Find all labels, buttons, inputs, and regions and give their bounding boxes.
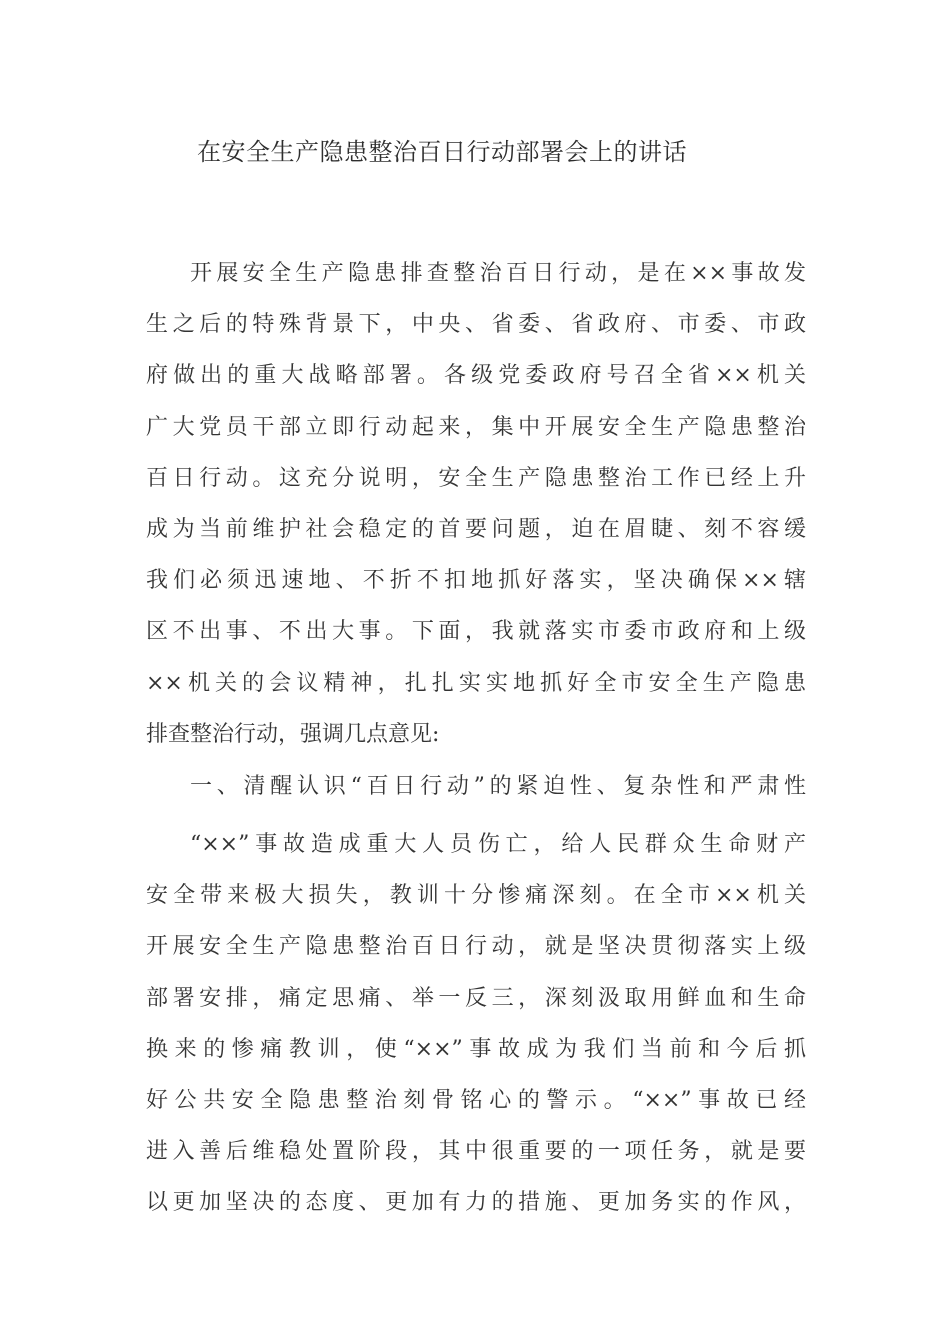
paragraph-2 — [146, 819, 806, 1229]
text-line: 成为当前维护社会稳定的首要问题，迫在眉睫、刻不容缓 — [146, 516, 806, 542]
text-line: 百日行动。这充分说明，安全生产隐患整治工作已经上升 — [146, 465, 806, 491]
text-line: 开展安全生产隐患整治百日行动，就是坚决贯彻落实上级 — [146, 934, 806, 960]
text-line: 安全带来极大损失，教训十分惨痛深刻。在全市××机关 — [146, 883, 806, 909]
text-line: 府做出的重大战略部署。各级党委政府号召全省××机关 — [146, 363, 806, 389]
text-line: 以更加坚决的态度、更加有力的措施、更加务实的作风， — [146, 1190, 806, 1216]
text-line: ××机关的会议精神，扎扎实实地抓好全市安全生产隐患 — [146, 670, 806, 696]
text-line: “××”事故造成重大人员伤亡，给人民群众生命财产 — [190, 832, 806, 857]
text-line: 换来的惨痛教训，使“××”事故成为我们当前和今后抓 — [146, 1036, 806, 1062]
text-line: 区不出事、不出大事。下面，我就落实市委市政府和上级 — [146, 619, 806, 645]
text-line: 生之后的特殊背景下，中央、省委、省政府、市委、市政 — [146, 312, 806, 338]
text-line: 广大党员干部立即行动起来，集中开展安全生产隐患整治 — [146, 414, 806, 440]
text-line: 好公共安全隐患整治刻骨铭心的警示。“××”事故已经 — [146, 1087, 806, 1113]
text-line: 部署安排，痛定思痛、举一反三，深刻汲取用鲜血和生命 — [146, 985, 806, 1011]
text-line: 排查整治行动，强调几点意见: — [146, 721, 440, 747]
text-line: 进入善后维稳处置阶段，其中很重要的一项任务，就是要 — [146, 1139, 806, 1165]
section-heading-1: 一、清醒认识“百日行动”的紧迫性、复杂性和严肃性 — [190, 774, 806, 799]
text-line: 我们必须迅速地、不折不扣地抓好落实，坚决确保××辖 — [146, 568, 806, 594]
document-title: 在安全生产隐患整治百日行动部署会上的讲话 — [197, 138, 687, 166]
text-line: 开展安全生产隐患排查整治百日行动，是在××事故发 — [190, 261, 806, 286]
paragraph-1 — [146, 248, 806, 760]
